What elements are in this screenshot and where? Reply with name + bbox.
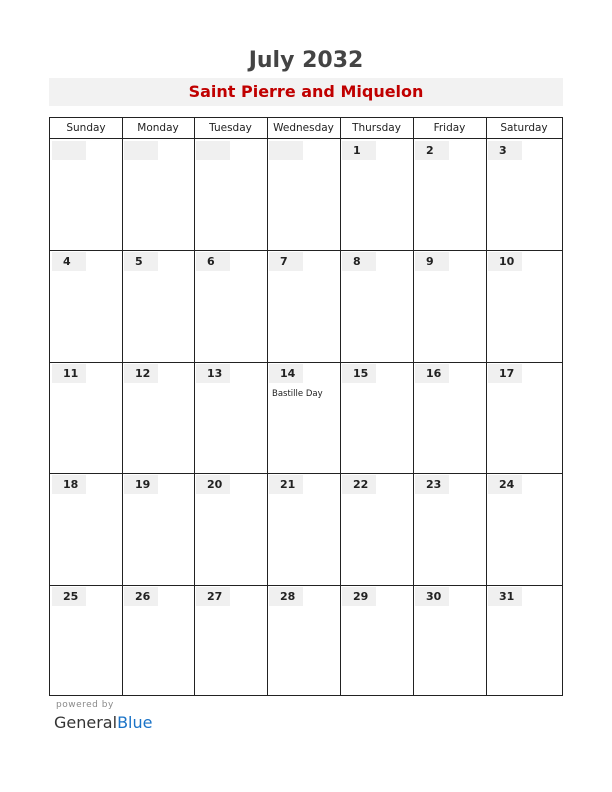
weekday-header-thursday: Thursday	[352, 122, 401, 134]
brand-blue-text: Blue	[117, 713, 153, 732]
day-number: 21	[269, 475, 303, 494]
holiday-label: Bastille Day	[272, 388, 323, 399]
day-cell-8[interactable]	[340, 250, 413, 361]
day-number: 10	[488, 252, 522, 271]
brand-general-text: General	[54, 713, 118, 732]
day-cell-6[interactable]	[194, 250, 267, 361]
day-number: 30	[415, 587, 449, 606]
day-number: 17	[488, 364, 522, 383]
day-cell-13[interactable]	[194, 362, 267, 473]
day-cell-12[interactable]	[122, 362, 194, 473]
day-number: 20	[196, 475, 230, 494]
day-cell-4[interactable]	[50, 250, 122, 361]
day-number: 14	[269, 364, 303, 383]
page-title: July 2032	[248, 48, 364, 73]
day-cell-19[interactable]	[122, 473, 194, 584]
weekday-header-saturday: Saturday	[500, 122, 548, 134]
day-cell-15[interactable]	[340, 362, 413, 473]
day-number: 3	[488, 141, 522, 160]
day-cell-17[interactable]	[486, 362, 562, 473]
day-number: 16	[415, 364, 449, 383]
day-number: 28	[269, 587, 303, 606]
day-cell-7[interactable]	[267, 250, 340, 361]
day-number: 25	[52, 587, 86, 606]
day-cell-9[interactable]	[413, 250, 486, 361]
weekday-header-wednesday: Wednesday	[273, 122, 334, 134]
day-number: 5	[124, 252, 158, 271]
weekday-header-sunday: Sunday	[66, 122, 106, 134]
day-cell-23[interactable]	[413, 473, 486, 584]
weekday-header-friday: Friday	[433, 122, 466, 134]
day-cell-1[interactable]	[340, 139, 413, 250]
day-number: 15	[342, 364, 376, 383]
day-number: 2	[415, 141, 449, 160]
day-number: 4	[52, 252, 86, 271]
day-cell-20[interactable]	[194, 473, 267, 584]
day-number: 31	[488, 587, 522, 606]
empty-day-box	[269, 141, 303, 160]
day-cell-3[interactable]	[486, 139, 562, 250]
day-number: 19	[124, 475, 158, 494]
empty-day-box	[196, 141, 230, 160]
day-cell-21[interactable]	[267, 473, 340, 584]
day-cell-24[interactable]	[486, 473, 562, 584]
powered-by-label: powered by	[56, 700, 114, 710]
day-cell-10[interactable]	[486, 250, 562, 361]
weekday-header-tuesday: Tuesday	[209, 122, 252, 134]
day-number: 26	[124, 587, 158, 606]
day-cell-22[interactable]	[340, 473, 413, 584]
day-number: 1	[342, 141, 376, 160]
empty-day-cell	[122, 139, 194, 250]
empty-day-cell	[267, 139, 340, 250]
day-number: 27	[196, 587, 230, 606]
empty-day-cell	[50, 139, 122, 250]
day-number: 12	[124, 364, 158, 383]
generalblue-logo[interactable]	[54, 713, 152, 732]
day-number: 24	[488, 475, 522, 494]
empty-day-box	[124, 141, 158, 160]
weekday-header-monday: Monday	[137, 122, 179, 134]
day-number: 6	[196, 252, 230, 271]
day-cell-18[interactable]	[50, 473, 122, 584]
calendar-grid	[49, 117, 563, 696]
day-number: 8	[342, 252, 376, 271]
day-cell-28[interactable]	[267, 585, 340, 696]
day-number: 7	[269, 252, 303, 271]
day-number: 18	[52, 475, 86, 494]
day-number: 29	[342, 587, 376, 606]
day-cell-29[interactable]	[340, 585, 413, 696]
day-cell-25[interactable]	[50, 585, 122, 696]
day-cell-5[interactable]	[122, 250, 194, 361]
day-cell-2[interactable]	[413, 139, 486, 250]
day-cell-16[interactable]	[413, 362, 486, 473]
day-number: 22	[342, 475, 376, 494]
day-number: 11	[52, 364, 86, 383]
day-cell-31[interactable]	[486, 585, 562, 696]
day-cell-26[interactable]	[122, 585, 194, 696]
day-cell-11[interactable]	[50, 362, 122, 473]
empty-day-box	[52, 141, 86, 160]
empty-day-cell	[194, 139, 267, 250]
day-number: 13	[196, 364, 230, 383]
day-cell-14[interactable]	[267, 362, 340, 473]
day-number: 23	[415, 475, 449, 494]
region-name: Saint Pierre and Miquelon	[49, 78, 563, 106]
day-cell-30[interactable]	[413, 585, 486, 696]
day-cell-27[interactable]	[194, 585, 267, 696]
day-number: 9	[415, 252, 449, 271]
